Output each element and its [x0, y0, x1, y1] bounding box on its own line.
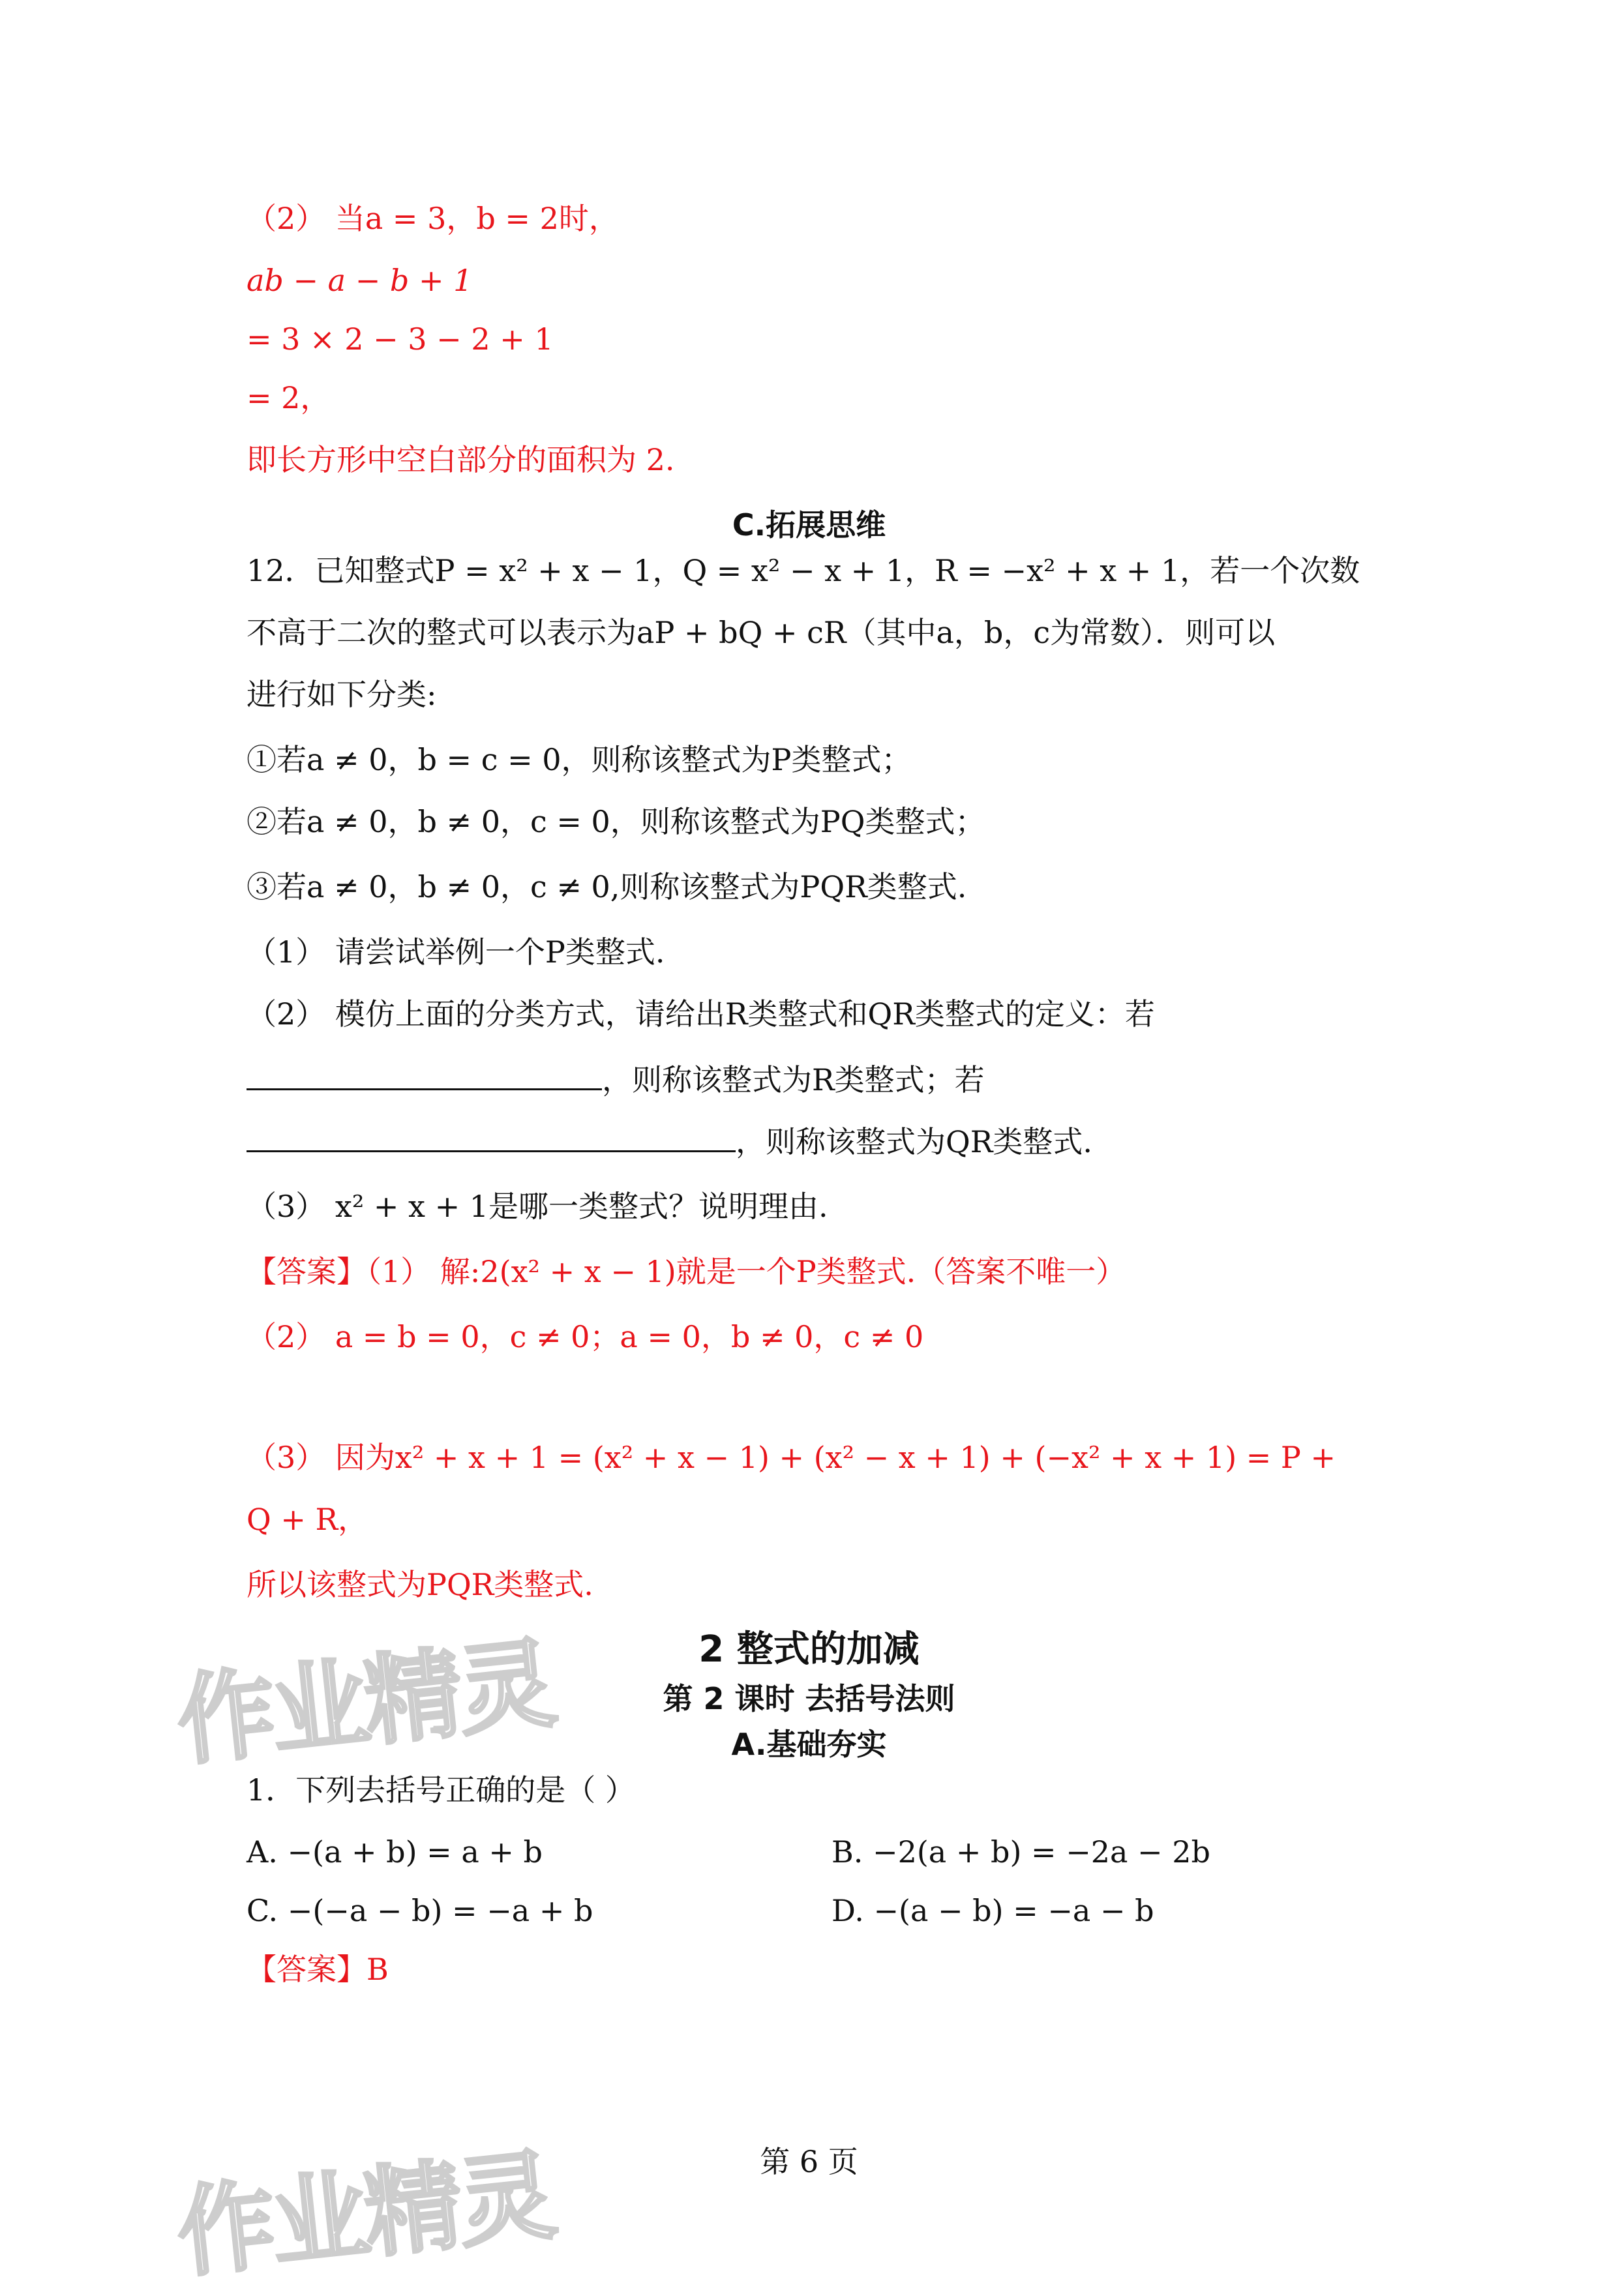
- question-1: 1．下列去括号正确的是（ ）: [247, 1772, 635, 1808]
- classification-3: ③若a ≠ 0，b ≠ 0，c ≠ 0,则称该整式为PQR类整式.: [247, 869, 967, 904]
- solution-line-3: = 3 × 2 − 3 − 2 + 1: [247, 321, 554, 357]
- option-c: C. −(−a − b) = −a + b: [247, 1893, 593, 1928]
- answer-3-line-3: 所以该整式为PQR类整式.: [247, 1567, 593, 1602]
- section-heading-a: A.基础夯实: [731, 1727, 887, 1762]
- option-b: B. −2(a + b) = −2a − 2b: [831, 1834, 1210, 1870]
- part-2-text-r: ，则称该整式为R类整式；若: [602, 1062, 985, 1097]
- lesson-title: 第 2 课时 去括号法则: [663, 1681, 955, 1716]
- part-3: （3） x² + x + 1是哪一类整式？说明理由.: [247, 1189, 828, 1224]
- answer-1: [247, 1252, 1126, 1291]
- part-2-text-qr: ，则称该整式为QR类整式.: [736, 1124, 1092, 1159]
- answer-blank-2[interactable]: [247, 1122, 736, 1152]
- answer-1-text: （1） 解:2(x² + x − 1)就是一个P类整式.（答案不唯一）: [367, 1254, 1126, 1289]
- answer-label: 【答案】: [247, 1952, 367, 1987]
- solution-line-1: （2） 当a = 3，b = 2时，: [247, 201, 619, 236]
- option-d: D. −(a − b) = −a − b: [831, 1893, 1154, 1928]
- solution-line-4: = 2，: [247, 380, 331, 415]
- page-number: 第 6 页: [760, 2144, 858, 2179]
- solution-line-2: ab − a − b + 1: [247, 263, 473, 298]
- classification-1: ①若a ≠ 0，b = c = 0，则称该整式为P类整式；: [247, 742, 912, 777]
- answer-label: 【答案】: [247, 1254, 367, 1289]
- solution-conclusion: 即长方形中空白部分的面积为 2.: [247, 442, 675, 477]
- watermark-logo-bottom: 作业精灵: [172, 2139, 558, 2291]
- part-2-blank-r: [247, 1060, 985, 1099]
- question-12-line-3: 进行如下分类:: [247, 677, 437, 712]
- part-2-blank-qr: [247, 1122, 1092, 1161]
- answer-q1: [247, 1950, 389, 1989]
- section-heading-c: C.拓展思维: [732, 507, 886, 543]
- part-1: （1） 请尝试举例一个P类整式.: [247, 934, 665, 970]
- watermark-logo: 作业精灵: [172, 1627, 558, 1780]
- part-2: （2） 模仿上面的分类方式，请给出R类整式和QR类整式的定义：若: [247, 996, 1155, 1032]
- option-a: A. −(a + b) = a + b: [247, 1834, 543, 1870]
- answer-3-line-1: （3） 因为x² + x + 1 = (x² + x − 1) + (x² − x + 1) + (−x² + x + 1) = P +: [247, 1440, 1336, 1475]
- question-12-line-1: 12．已知整式P = x² + x − 1，Q = x² − x + 1，R = −x² + x + 1，若一个次数: [247, 553, 1360, 588]
- answer-3-line-2: Q + R，: [247, 1502, 368, 1537]
- chapter-title: 2 整式的加减: [698, 1628, 920, 1671]
- answer-2: （2） a = b = 0，c ≠ 0；a = 0，b ≠ 0，c ≠ 0: [247, 1319, 924, 1354]
- classification-2: ②若a ≠ 0，b ≠ 0，c = 0，则称该整式为PQ类整式；: [247, 804, 985, 839]
- answer-q1-text: B: [367, 1952, 389, 1987]
- question-12-line-2: 不高于二次的整式可以表示为aP + bQ + cR（其中a，b，c为常数）．则可以: [247, 615, 1276, 650]
- answer-blank-1[interactable]: [247, 1060, 602, 1090]
